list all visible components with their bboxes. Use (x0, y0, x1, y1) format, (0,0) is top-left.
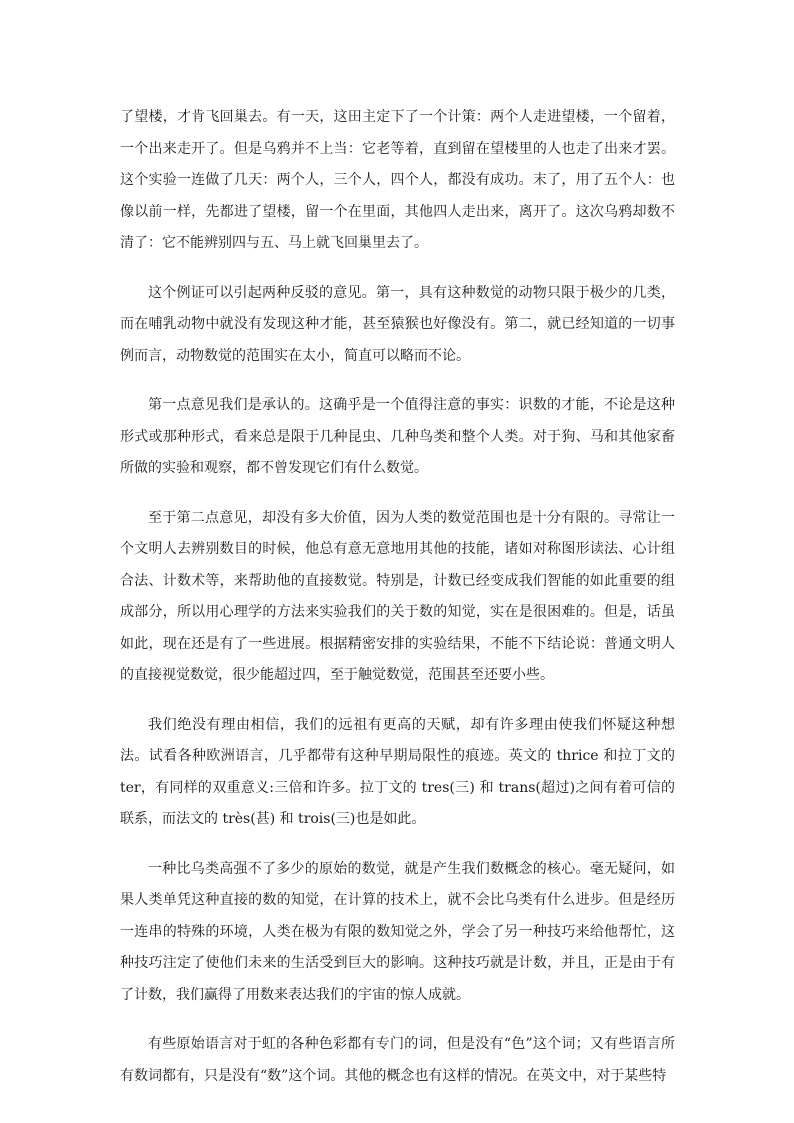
paragraph-5: 我们绝没有理由相信，我们的远祖有更高的天赋，却有许多理由使我们怀疑这种想法。试看各种欧洲语言，几乎都带有这种早期局限性的痕迹。英文的 thrice 和拉丁文的 ter，有同样的双重意义:三倍和许多。拉丁文的 tres(三) 和 trans(超过)之间有着可信的联系，而法文的 très(甚) 和 trois(三)也是如此。 (120, 716, 675, 827)
paragraph-4: 至于第二点意见，却没有多大价值，因为人类的数觉范围也是十分有限的。寻常让一个文明人去辨别数目的时候，他总有意无意地用其他的技能，诸如对称图形读法、心计组合法、计数术等，来帮助他的直接数觉。特别是，计数已经变成我们智能的如此重要的组成部分，所以用心理学的方法来实验我们的关于数的知觉，实在是很困难的。但是，话虽如此，现在还是有了一些进展。根据精密安排的实验结果，不能不下结论说：普通文明人的直接视觉数觉，很少能超过四，至于触觉数觉，范围甚至还要小些。 (120, 509, 675, 683)
paragraph-2: 这个例证可以引起两种反驳的意见。第一，具有这种数觉的动物只限于极少的几类，而在哺乳动物中就没有发现这种才能，甚至猿猴也好像没有。第二，就已经知道的一切事例而言，动物数觉的范围实在太小，简直可以略而不论。 (120, 284, 675, 364)
document-page (120, 102, 675, 1110)
paragraph-7: 有些原始语言对于虹的各种色彩都有专门的词，但是没有“色”这个词；又有些语言所有数词都有，只是没有“数”这个词。其他的概念也有这样的情况。在英文中，对于某些特 (120, 1036, 675, 1084)
paragraph-1: 了望楼，才肯飞回巢去。有一天，这田主定下了一个计策：两个人走进望楼，一个留着，一个出来走开了。但是乌鸦并不上当：它老等着，直到留在望楼里的人也走了出来才罢。这个实验一连做了几天：两个人，三个人，四个人，都没有成功。末了，用了五个人：也像以前一样，先都进了望楼，留一个在里面，其他四人走出来，离开了。这次乌鸦却数不清了：它不能辨别四与五、马上就飞回巢里去了。 (120, 109, 675, 251)
paragraph-3: 第一点意见我们是承认的。这确乎是一个值得注意的事实：识数的才能，不论是这种形式或那种形式，看来总是限于几种昆虫、几种鸟类和整个人类。对于狗、马和其他家畜所做的实验和观察，都不曾发现它们有什么数觉。 (120, 397, 675, 476)
paragraph-6: 一种比乌类高强不了多少的原始的数觉，就是产生我们数概念的核心。毫无疑问，如果人类单凭这种直接的数的知觉，在计算的技术上，就不会比乌类有什么进步。但是经历一连串的特殊的环境，人类在极为有限的数知觉之外，学会了另一种技巧来给他帮忙，这种技巧注定了使他们未来的生活受到巨大的影响。这种技巧就是计数，并且，正是由于有了计数，我们赢得了用数来表达我们的宇宙的惊人成就。 (120, 860, 675, 1003)
